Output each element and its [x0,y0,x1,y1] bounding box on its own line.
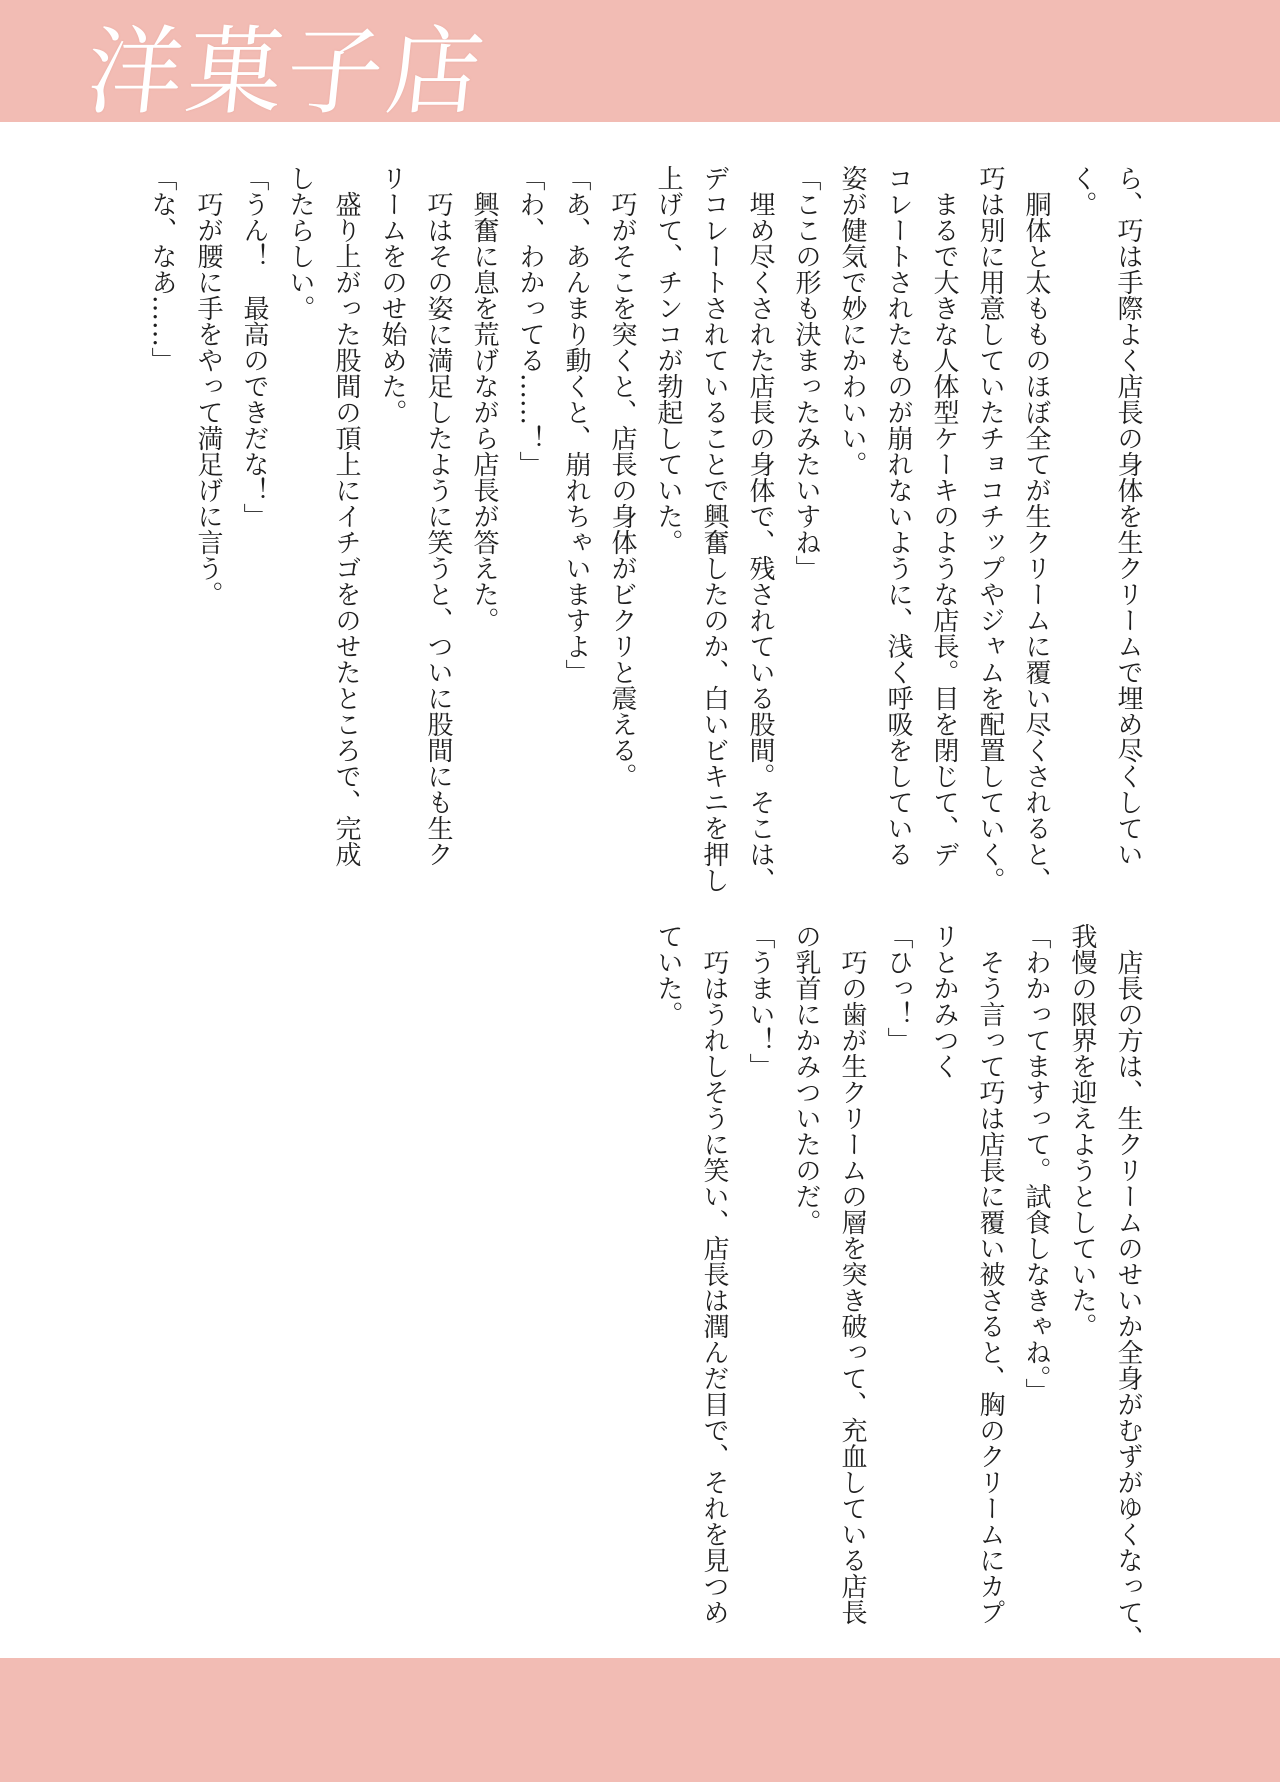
text-line: 「わかってますって。試食しなきゃね。」 [1021,923,1051,1404]
text-line: 盛り上がった股間の頂上にイチゴをのせたところで、完成 [331,165,361,867]
text-line: 巧は別に用意していたチョコチップやジャムを配置していく。 [975,165,1005,893]
footer-band [0,1658,1280,1782]
text-block-upper [139,165,1151,905]
text-line: 胴体と太もものほぼ全てが生クリームに覆い尽くされると、 [1021,165,1051,893]
text-line: デコレートされていることで興奮したのか、白いビキニを押し [699,165,729,893]
text-line: リとかみつく [929,923,959,1079]
text-line: 店長の方は、生クリームのせいか全身がむずがゆくなって、 [1113,923,1143,1651]
text-line: 興奮に息を荒げながら店長が答えた。 [469,165,499,633]
text-line: 姿が健気で妙にかわいい。 [837,165,867,477]
text-line: 「うまい！」 [745,923,775,1079]
text-line: 巧がそこを突くと、店長の身体がビクリと震える。 [607,165,637,789]
text-line: したらしい。 [285,165,315,321]
text-line: 「な、なあ……」 [147,165,177,373]
text-line: 「ひっ！」 [883,923,913,1053]
text-line: 巧はその姿に満足したように笑うと、ついに股間にも生ク [423,165,453,867]
text-line: 上げて、チンコが勃起していた。 [653,165,683,555]
text-line: 巧の歯が生クリームの層を突き破って、充血している店長 [837,923,867,1625]
text-line: 巧はうれしそうに笑い、店長は潤んだ目で、それを見つめ [699,923,729,1625]
text-line: 「うん！ 最高のできだな！」 [239,165,269,529]
text-line: 「わ、わかってる……！」 [515,165,545,477]
text-line: まるで大きな人体型ケーキのような店長。目を閉じて、デ [929,165,959,867]
header-band [0,0,1280,128]
text-line: リームをのせ始めた。 [377,165,407,425]
text-line: ていた。 [653,923,683,1027]
text-line: コレートされたものが崩れないように、浅く呼吸をしている [883,165,913,867]
text-line: 「あ、あんまり動くと、崩れちゃいますよ」 [561,165,591,685]
text-line: の乳首にかみついたのだ。 [791,923,821,1235]
text-line: ら、巧は手際よく店長の身体を生クリームで埋め尽くしてい [1113,165,1143,867]
text-line: 埋め尽くされた店長の身体で、残されている股間。そこは、 [745,165,775,893]
text-line: く。 [1067,165,1097,217]
page-title: 洋菓子店 [81,16,493,128]
text-line: 我慢の限界を迎えようとしていた。 [1067,923,1097,1339]
text-block-lower [645,923,1151,1651]
text-line: そう言って巧は店長に覆い被さると、胸のクリームにカプ [975,923,1005,1625]
text-line: 「ここの形も決まったみたいすね」 [791,165,821,581]
text-line: 巧が腰に手をやって満足げに言う。 [193,165,223,607]
